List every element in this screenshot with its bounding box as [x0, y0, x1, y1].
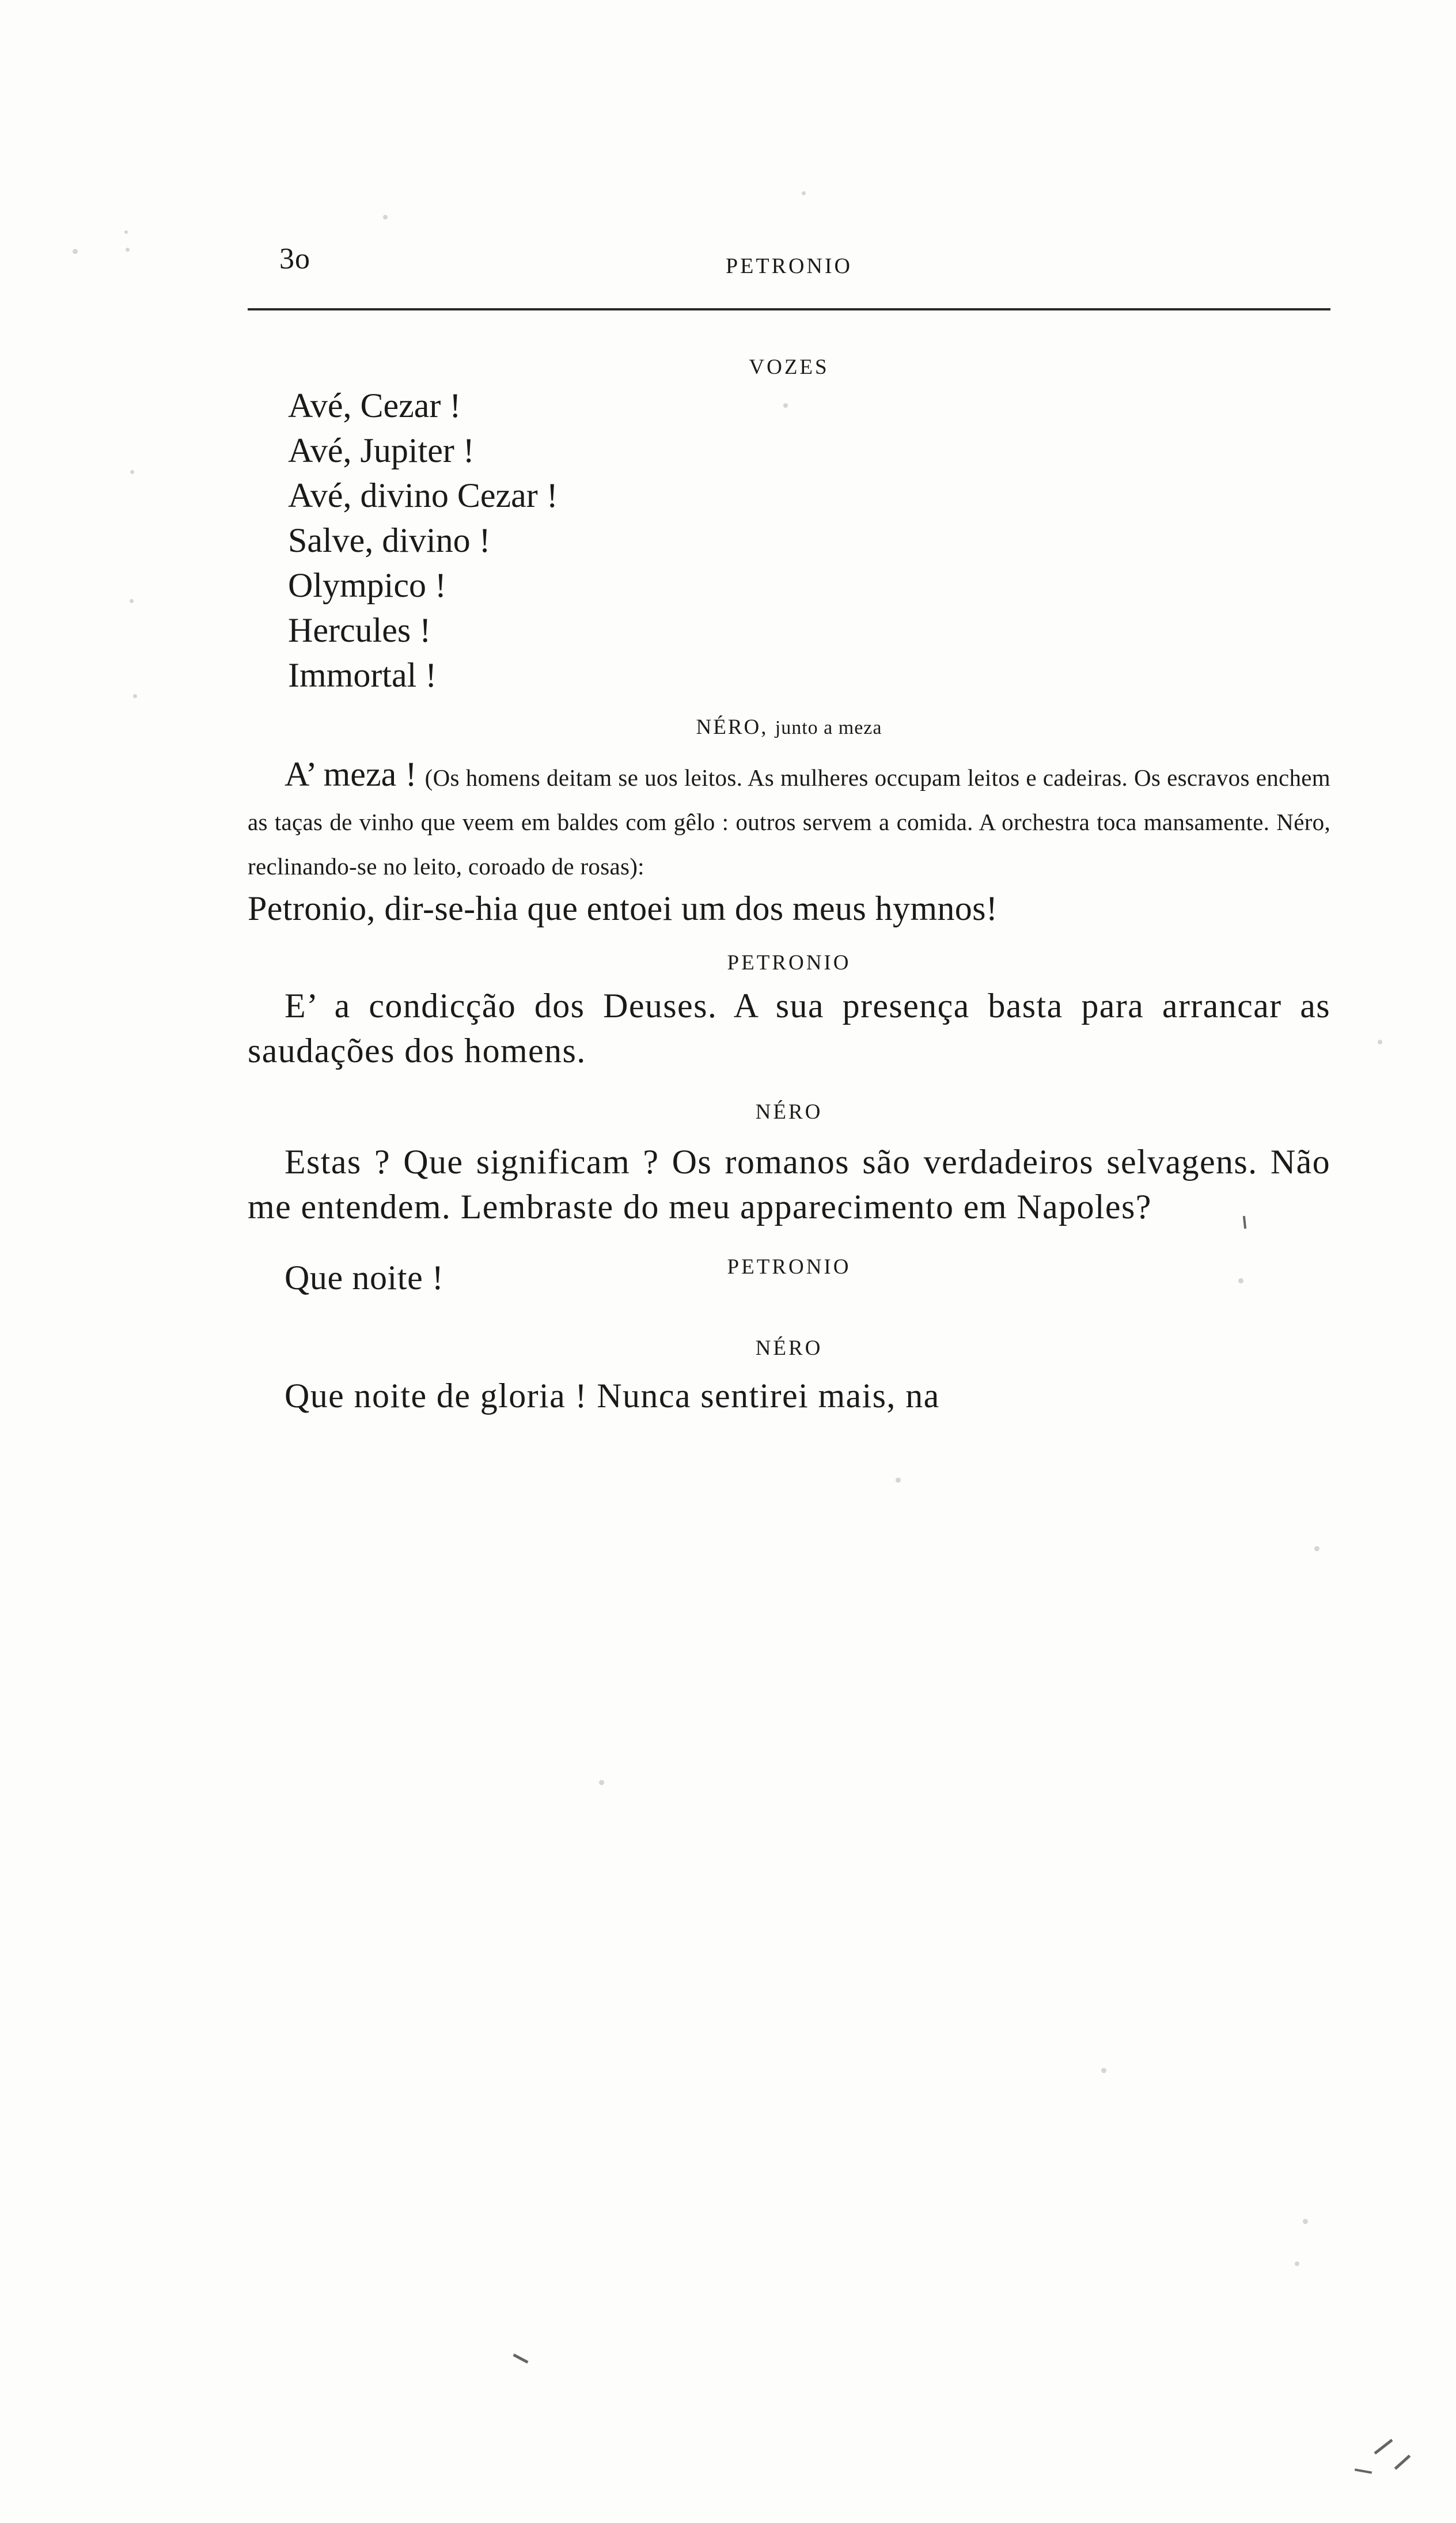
stage-direction-block: (Os homens deitam se uos leitos. As mulheres occupam leitos e cadeiras. Os escravos enchem as taças de vinho que veem em baldes com gêlo : outros servem a comida. A orchestra toca mansamente. Néro, reclinando-se no leito, coroado de rosas):	[248, 764, 1330, 880]
petronio-line-1: E’ a condicção dos Deuses. A sua presença basta para arrancar as saudações dos homens.	[248, 987, 1330, 1070]
scan-speck	[1101, 2068, 1106, 2073]
nero-cue-open: A’ meza !	[285, 755, 417, 793]
nero-cue-with-stage-block	[248, 752, 1330, 885]
scan-speck	[126, 248, 130, 252]
voice-line: Avé, Cezar !	[288, 387, 461, 425]
scan-speck	[130, 599, 134, 603]
scan-tick	[513, 2354, 528, 2364]
scan-speck	[130, 470, 134, 474]
scan-speck	[124, 230, 128, 234]
speaker-vozes: VOZES	[749, 355, 829, 379]
page-header	[248, 242, 1330, 294]
voice-line: Avé, Jupiter !	[288, 431, 475, 469]
scan-speck	[1303, 2219, 1308, 2224]
speaker-nero-2: NÉRO	[755, 1100, 823, 1124]
petronio-line-2: Que noite !	[285, 1259, 444, 1297]
scan-speck	[1295, 2261, 1299, 2266]
scan-speck	[802, 191, 806, 195]
voice-line: Avé, divino Cezar !	[288, 476, 558, 514]
voice-line: Hercules !	[288, 611, 431, 649]
scan-speck	[599, 1780, 604, 1785]
nero-line-hymnos: Petronio, dir-se-hia que entoei um dos meus hymnos!	[248, 889, 998, 928]
header-rule	[248, 308, 1330, 310]
nero-line-2: Estas ? Que significam ? Os romanos são verdadeiros selvagens. Não me entendem. Lembraste do meu apparecimento em Napoles?	[248, 1143, 1330, 1226]
scan-tick	[1394, 2454, 1411, 2469]
scan-tick	[1355, 2468, 1372, 2473]
nero-line-3: Que noite de gloria ! Nunca sentirei mais, na	[285, 1376, 940, 1415]
running-head: PETRONIO	[726, 254, 852, 278]
scan-speck	[1314, 1546, 1320, 1551]
voice-line: Olympico !	[288, 566, 446, 604]
scan-speck	[133, 694, 137, 698]
scan-speck	[896, 1478, 901, 1483]
voice-line: Immortal !	[288, 656, 437, 694]
stage-direction-inline: junto a meza	[775, 717, 882, 738]
page-body	[248, 340, 1330, 1418]
speaker-petronio-2: PETRONIO	[727, 1255, 851, 1279]
voices-lines	[248, 383, 1330, 698]
page-number: 3o	[279, 243, 310, 275]
scan-speck	[1378, 1040, 1382, 1044]
speaker-nero-3: NÉRO	[755, 1336, 823, 1360]
scan-tick	[1374, 2439, 1393, 2454]
speaker-petronio-1: PETRONIO	[727, 951, 851, 975]
voice-line: Salve, divino !	[288, 521, 491, 559]
speaker-label: NÉRO,	[696, 715, 768, 739]
scan-speck	[73, 249, 78, 254]
scan-speck	[383, 215, 388, 219]
speaker-nero-with-stage	[248, 715, 1330, 740]
